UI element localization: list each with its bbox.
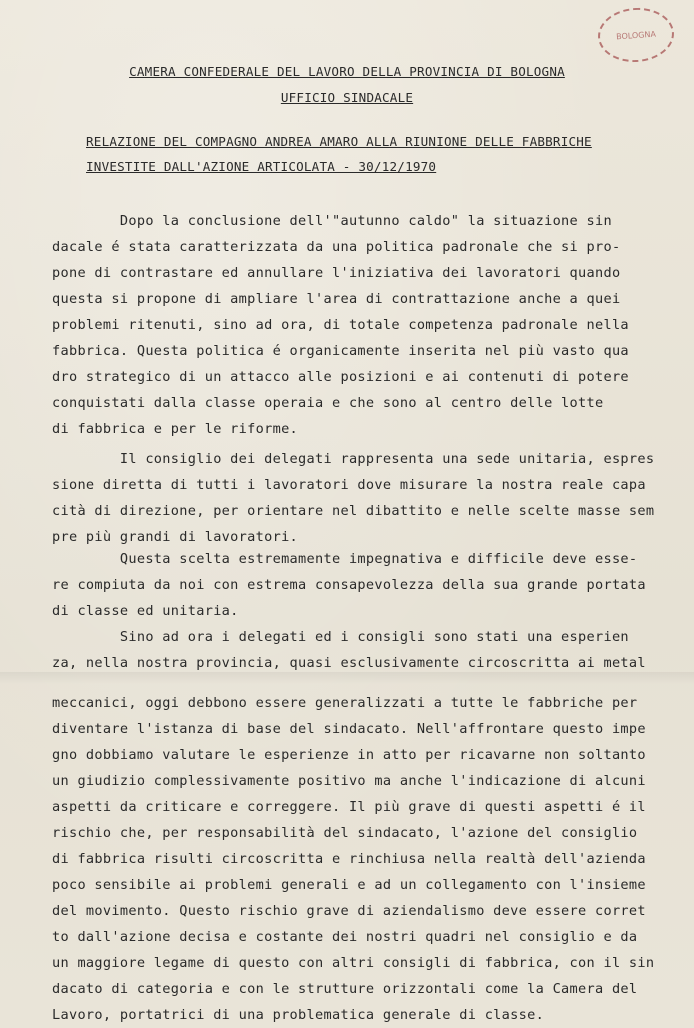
text-line: dacale é stata caratterizzata da una politica padronale che si pro-	[52, 239, 621, 255]
paragraph-5	[52, 690, 656, 1028]
text-line: cità di direzione, per orientare nel dibattito e nelle scelte masse sem	[52, 503, 655, 519]
report-title-text-2: INVESTITE DALL'AZIONE ARTICOLATA - 30/12/1970	[86, 159, 437, 174]
text-line: Questa scelta estremamente impegnativa e difficile deve esse-	[52, 551, 638, 567]
report-title-line-2	[86, 159, 436, 174]
text-line: dacato di categoria e con le strutture orizzontali come la Camera del	[52, 981, 638, 997]
text-line: Il consiglio dei delegati rappresenta una sede unitaria, espres	[52, 451, 655, 467]
text-line: za, nella nostra provincia, quasi esclusivamente circoscritta ai metal	[52, 655, 646, 671]
text-line: sione diretta di tutti i lavoratori dove misurare la nostra reale capa	[52, 477, 646, 493]
report-title-text-1: RELAZIONE DEL COMPAGNO ANDREA AMARO ALLA RIUNIONE DELLE FABBRICHE	[86, 134, 592, 149]
text-line: un giudizio complessivamente positivo ma anche l'indicazione di alcuni	[52, 773, 646, 789]
text-line: Lavoro, portatrici di una problematica generale di classe.	[52, 1007, 545, 1023]
paragraph-3	[52, 546, 656, 624]
text-line: un maggiore legame di questo con altri consigli di fabbrica, con il sin	[52, 955, 655, 971]
text-line: gno dobbiamo valutare le esperienze in atto per ricavarne non soltanto	[52, 747, 646, 763]
text-line: di fabbrica risulti circoscritta e rinchiusa nella realtà dell'azienda	[52, 851, 646, 867]
office-name: UFFICIO SINDACALE	[280, 90, 414, 105]
text-line: del movimento. Questo rischio grave di aziendalismo deve essere corret	[52, 903, 646, 919]
text-line: Dopo la conclusione dell'"autunno caldo" la situazione sin	[52, 213, 612, 229]
text-line: di fabbrica e per le riforme.	[52, 421, 299, 437]
text-line: problemi ritenuti, sino ad ora, di totale competenza padronale nella	[52, 317, 629, 333]
text-line: fabbrica. Questa politica é organicamente inserita nel più vasto qua	[52, 343, 629, 359]
paragraph-2	[52, 446, 656, 550]
text-line: Sino ad ora i delegati ed i consigli sono stati una esperien	[52, 629, 629, 645]
archive-stamp	[596, 5, 676, 64]
organization-header	[0, 64, 694, 79]
text-line: meccanici, oggi debbono essere generalizzati a tutte le fabbriche per	[52, 695, 638, 711]
text-line: pre più grandi di lavoratori.	[52, 529, 299, 545]
text-line: dro strategico di un attacco alle posizioni e ai contenuti di potere	[52, 369, 629, 385]
text-line: di classe ed unitaria.	[52, 603, 239, 619]
text-line: conquistati dalla classe operaia e che sono al centro delle lotte	[52, 395, 604, 411]
stamp-text: BOLOGNA	[615, 29, 657, 41]
text-line: to dall'azione decisa e costante dei nostri quadri nel consiglio e da	[52, 929, 638, 945]
text-line: rischio che, per responsabilità del sindacato, l'azione del consiglio	[52, 825, 638, 841]
text-line: poco sensibile ai problemi generali e ad un collegamento con l'insieme	[52, 877, 646, 893]
office-header	[0, 90, 694, 105]
text-line: re compiuta da noi con estrema consapevolezza della sua grande portata	[52, 577, 646, 593]
text-line: aspetti da criticare e correggere. Il più grave di questi aspetti é il	[52, 799, 646, 815]
report-title-line-1	[86, 134, 592, 149]
text-line: pone di contrastare ed annullare l'iniziativa dei lavoratori quando	[52, 265, 621, 281]
paragraph-4	[52, 624, 656, 676]
paragraph-1	[52, 208, 656, 442]
text-line: diventare l'istanza di base del sindacato. Nell'affrontare questo impe	[52, 721, 646, 737]
text-line: questa si propone di ampliare l'area di contrattazione anche a quei	[52, 291, 621, 307]
organization-name: CAMERA CONFEDERALE DEL LAVORO DELLA PROVINCIA DI BOLOGNA	[129, 64, 565, 79]
